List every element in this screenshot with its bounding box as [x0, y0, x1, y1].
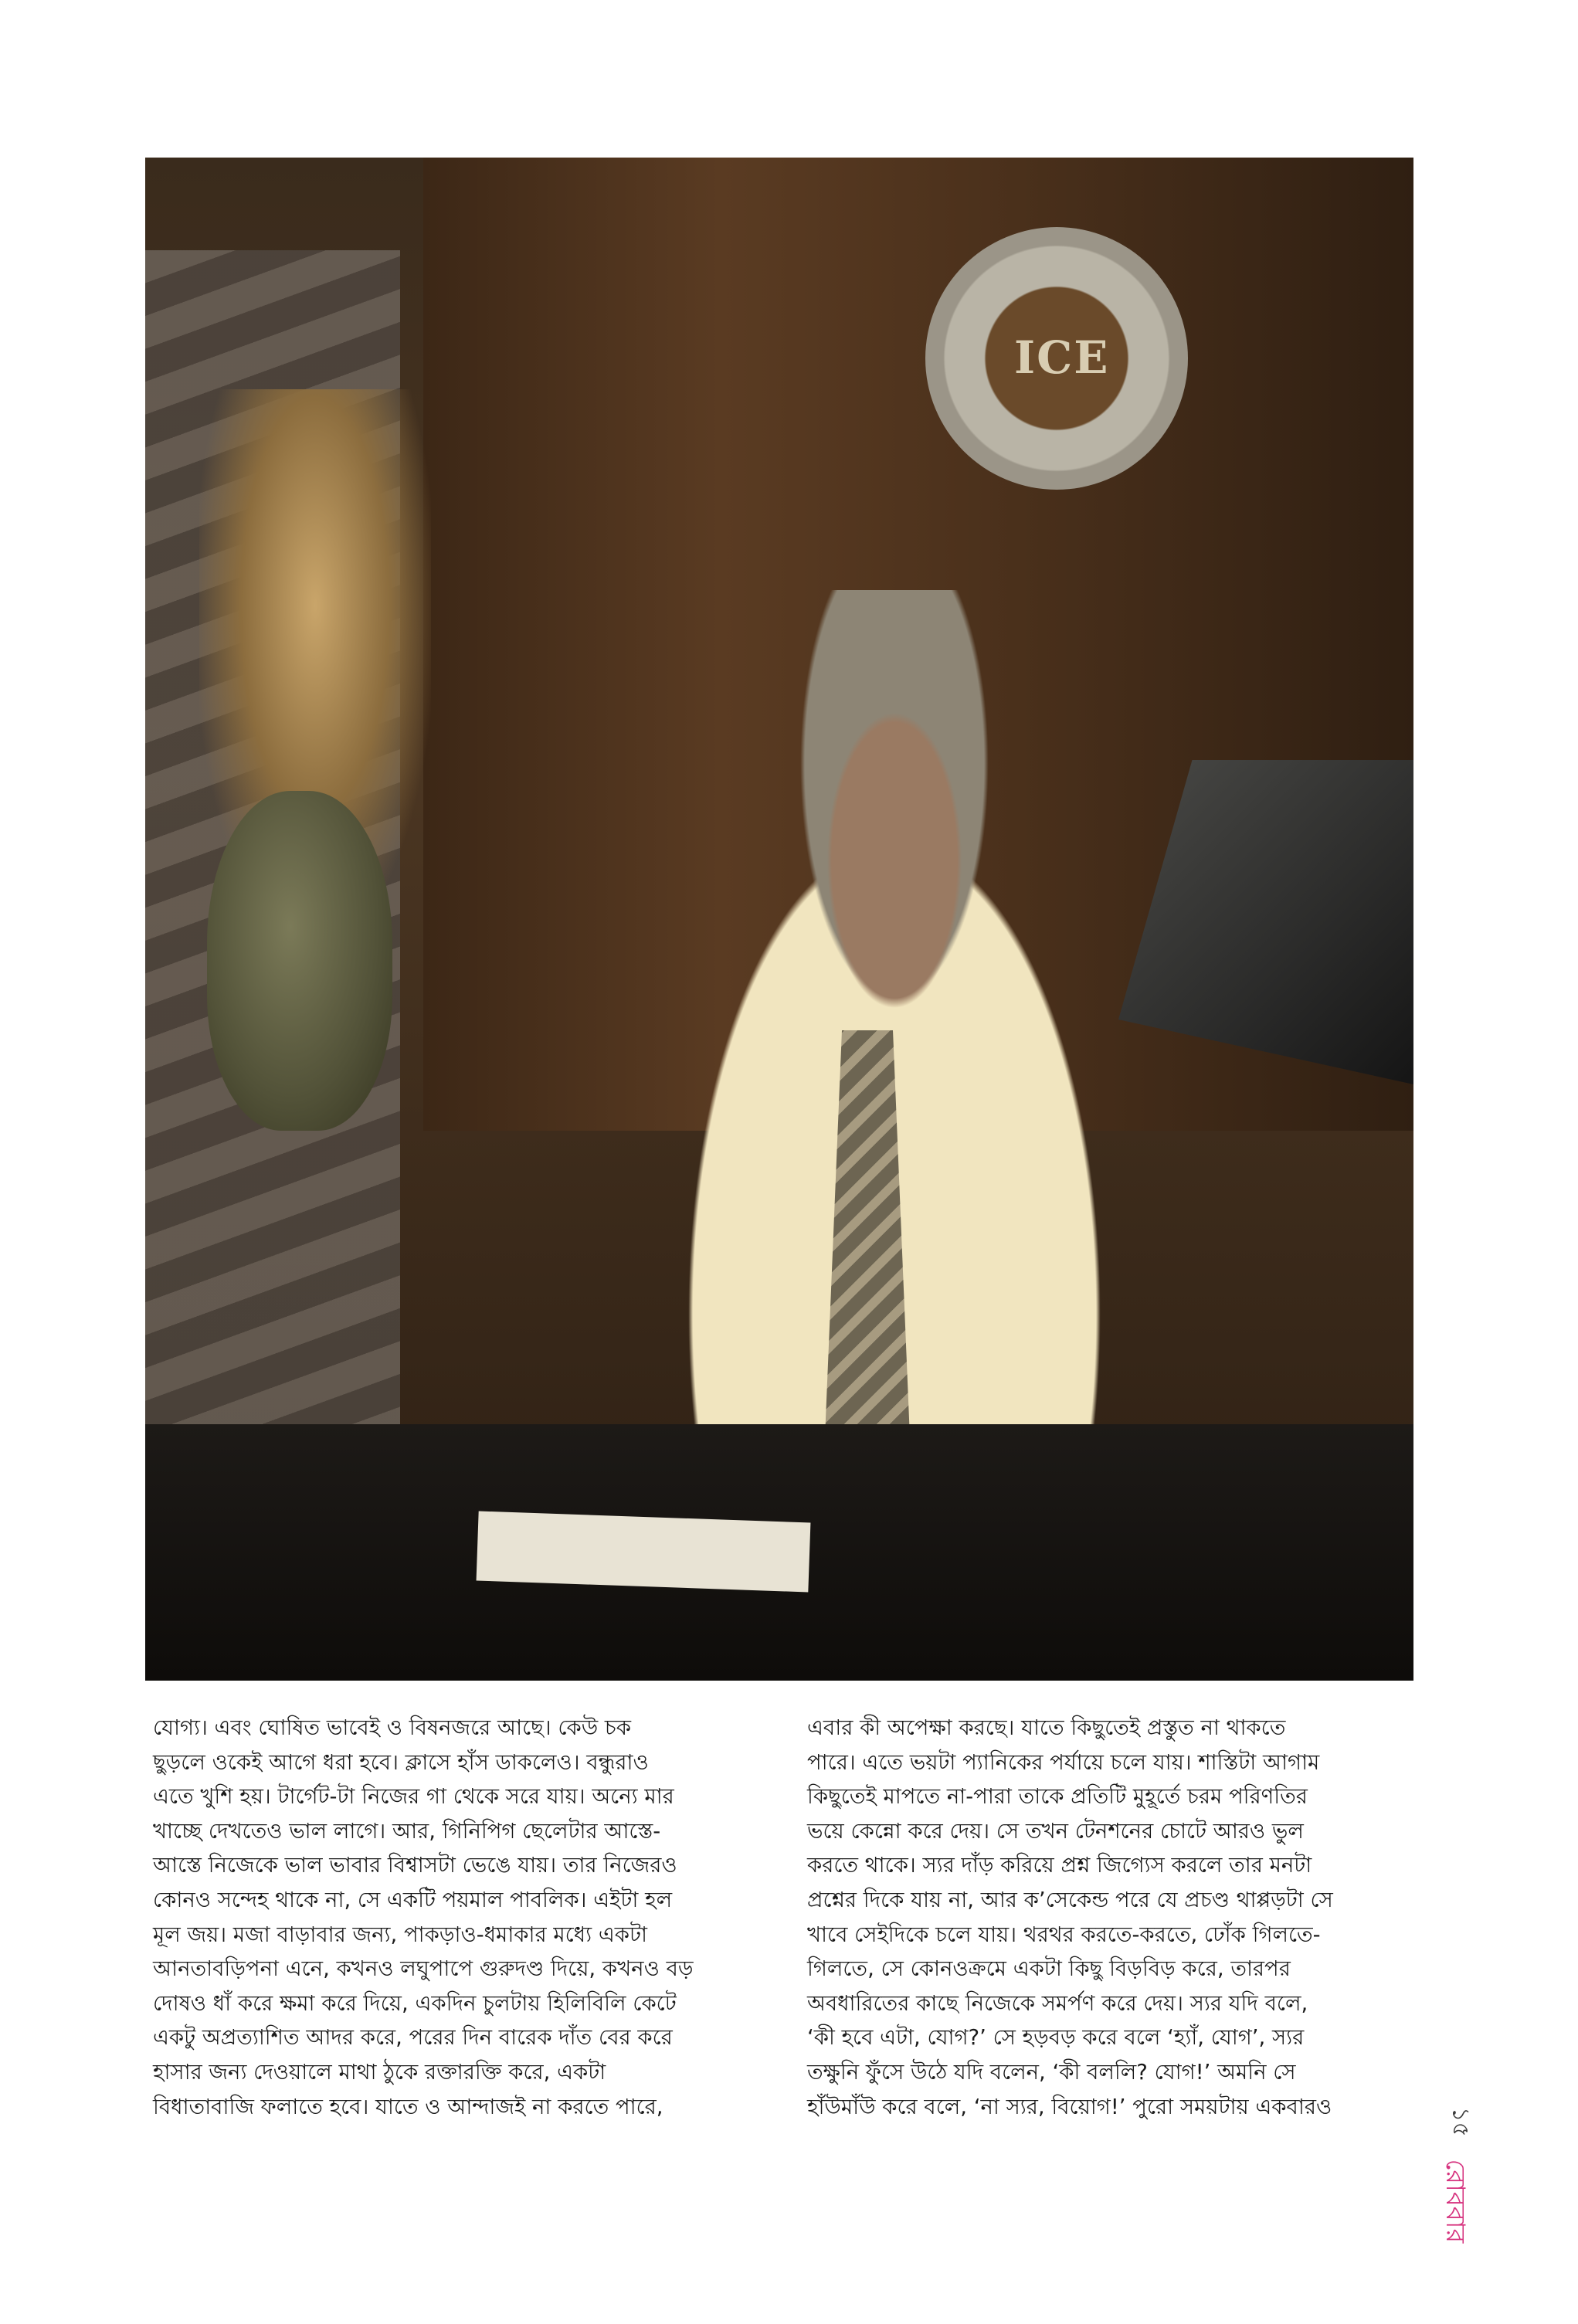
text-line: হাঁউমাঁউ করে বলে, ‘না স্যর, বিয়োগ!’ পুরো সময়টায় একবারও [807, 2094, 1332, 2119]
left-text-column [153, 1711, 734, 2124]
text-line: ‘কী হবে এটা, যোগ?’ সে হড়বড় করে বলে ‘হ্যাঁ, যোগ’, স্যর [807, 2025, 1305, 2051]
page-number: ১৫ [1447, 2107, 1474, 2137]
text-line: তক্ষুনি ফুঁসে উঠে যদি বলেন, ‘কী বললি? যোগ!’ অমনি সে [807, 2059, 1296, 2085]
text-line: খাবে সেইদিকে চলে যায়। থরথর করতে-করতে, ঢোঁক গিলতে- [807, 1922, 1321, 1947]
text-line: অবধারিতের কাছে নিজেকে সমর্পণ করে দেয়। স্যর যদি বলে, [807, 1990, 1308, 2016]
paper-sheet [477, 1511, 811, 1593]
text-line: পারে। এতে ভয়টা প্যানিকের পর্যায়ে চলে যায়। শাস্তিটা আগাম [807, 1749, 1320, 1775]
text-line: এতে খুশি হয়। টার্গেট-টা নিজের গা থেকে সরে যায়। অন্যে মার [153, 1784, 674, 1810]
text-line: হাসার জন্য দেওয়ালে মাথা ঠুকে রক্তারক্তি করে, একটা [153, 2059, 606, 2085]
vase [207, 791, 392, 1131]
magazine-brand: রোববার [1440, 2159, 1471, 2244]
text-line: দোষও ধাঁ করে ক্ষমা করে দিয়ে, একদিন চুলটায় হিলিবিলি কেটে [153, 1990, 677, 2016]
right-text-column [807, 1711, 1388, 2124]
text-line: একটু অপ্রত্যাশিত আদর করে, পরের দিন বারেক দাঁত বের করে [153, 2025, 673, 2051]
text-line: আনতাবড়িপনা এনে, কখনও লঘুপাপে গুরুদণ্ড দিয়ে, কখনও বড় [153, 1956, 694, 1982]
text-line: যোগ্য। এবং ঘোষিত ভাবেই ও বিষনজরে আছে। কেউ চক [153, 1715, 632, 1740]
text-line: মূল জয়। মজা বাড়াবার জন্য, পাকড়াও-ধমাকার মধ্যে একটা [153, 1922, 647, 1947]
text-line: কোনও সন্দেহ থাকে না, সে একটি পয়মাল পাবলিক। এইটা হল [153, 1887, 673, 1912]
text-line: প্রশ্নের দিকে যায় না, আর ক’সেকেন্ড পরে যে প্রচণ্ড থাপ্পড়টা সে [807, 1887, 1333, 1912]
text-line: আস্তে নিজেকে ভাল ভাবার বিশ্বাসটা ভেঙে যায়। তার নিজেরও [153, 1853, 677, 1878]
text-line: ভয়ে কেন্নো করে দেয়। সে তখন টেনশনের চোটে আরও ভুল [807, 1818, 1304, 1844]
text-line: কিছুতেই মাপতে না-পারা তাকে প্রতিটি মুহূর্তে চরম পরিণতির [807, 1784, 1308, 1810]
text-line: এবার কী অপেক্ষা করছে। যাতে কিছুতেই প্রস্তুত না থাকতে [807, 1715, 1286, 1740]
seal-text: ICE [1014, 331, 1110, 384]
text-line: গিলতে, সে কোনওক্রমে একটা কিছু বিড়বিড় করে, তারপর [807, 1956, 1291, 1982]
office-portrait-photo [145, 158, 1413, 1681]
text-line: ছুড়লে ওকেই আগে ধরা হবে। ক্লাসে হাঁস ডাকলেও। বন্ধুরাও [153, 1749, 649, 1775]
text-line: বিধাতাবাজি ফলাতে হবে। যাতে ও আন্দাজই না করতে পারে, [153, 2094, 663, 2119]
text-line: খাচ্ছে দেখতেও ভাল লাগে। আর, গিনিপিগ ছেলেটার আস্তে- [153, 1818, 661, 1844]
text-line: করতে থাকে। স্যর দাঁড় করিয়ে প্রশ্ন জিগ্যেস করলে তার মনটা [807, 1853, 1312, 1878]
